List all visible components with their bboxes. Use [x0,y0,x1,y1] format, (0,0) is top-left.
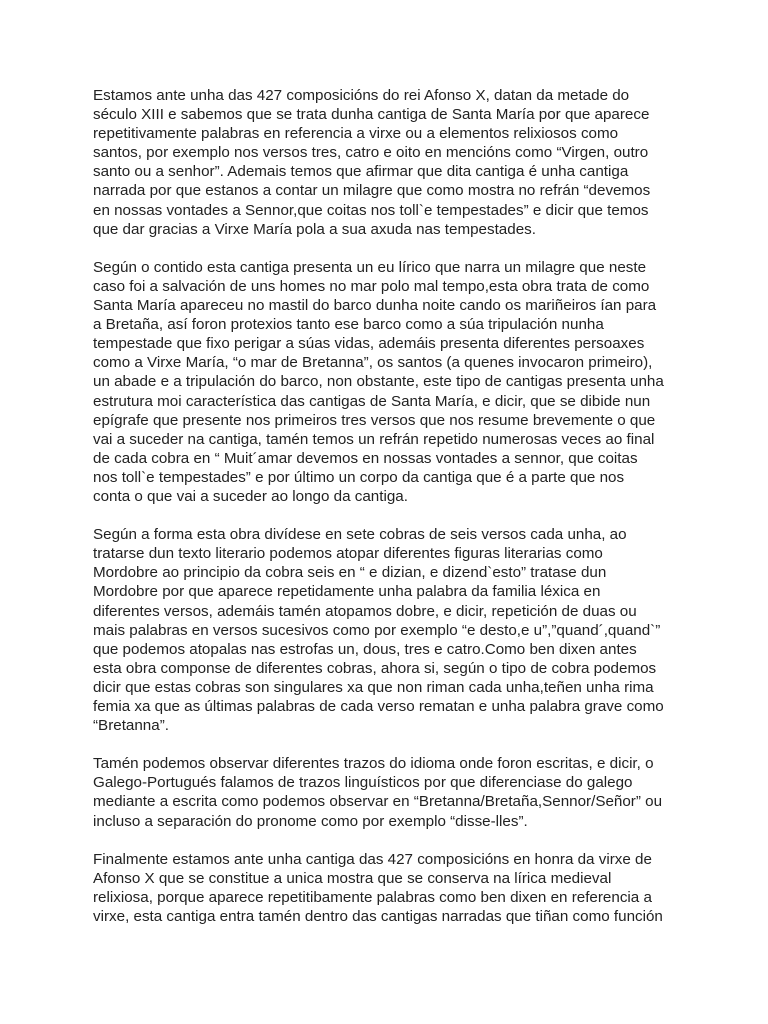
paragraph-intro: Estamos ante unha das 427 composicións do rei Afonso X, datan da metade do século XIII e sabemos que se trata dunha cantiga de Santa María por que aparece repetitivamente palabras en referencia a virxe ou a elementos relixiosos como santos, por exemplo nos versos tres, catro e oito en mencións como “Virgen, outro santo ou a senhor”. Ademais temos que afirmar que dita cantiga é unha cantiga narrada por que estanos a contar un milagre que como mostra no refrán “devemos en nossas vontades a Sennor,que coitas nos toll`e tempestades” e dicir que temos que dar gracias a Virxe María pola a sua axuda nas tempestades. [93,87,651,238]
paragraph-conclusion: Finalmente estamos ante unha cantiga das 427 composicións en honra da virxe de Afonso X que se constitue a unica mostra que se conserva na lírica medieval relixiosa, porque aparece repetitibamente palabras como ben dixen en referencia a virxe, esta cantiga entra tamén dentro das cantigas narradas que tiñan como función [93,850,663,926]
paragraph-language: Tamén podemos observar diferentes trazos do idioma onde foron escritas, e dicir, o Galego-Portugués falamos de trazos linguísticos por que diferenciase do galego mediante a escrita como podemos observar en “Bretanna/Bretaña,Sennor/Señor” ou incluso a separación do pronome como por exemplo “disse-lles”. [93,755,663,830]
paragraph-content: Según o contido esta cantiga presenta un eu lírico que narra un milagre que neste caso foi a salvación de uns homes no mar polo mal tempo,esta obra trata de como Santa María apareceu no mastil do barco dunha noite cando os mariñeiros ían para a Bretaña, así foron protexios tanto ese barco como a súa tripulación nunha tempestade que fixo perigar a súas vidas, ademáis presenta diferentes persoaxes como a Virxe María, “o mar de Bretanna”, os santos (a quenes invocaron primeiro), un abade e a tripulación do barco, non obstante, este tipo de cantigas presenta unha estrutura moi característica das cantigas de Santa María, e dicir, que se dibide nun epígrafe que presente nos primeiros tres versos que nos resume brevemente o que vai a suceder na cantiga, tamén temos un refrán repetido numerosas veces ao final de cada cobra en “ Muit´amar devemos en nossas vontades a sennor, que coitas nos toll`e tempestades” e por último un corpo da cantiga que é a parte que nos conta o que vai a suceder ao longo da cantiga. [93,258,664,505]
document-body [93,86,679,945]
paragraph-form: Según a forma esta obra divídese en sete cobras de seis versos cada unha, ao tratarse dun texto literario podemos atopar diferentes figuras literarias como Mordobre ao principio da cobra seis en “ e dizian, e dizend`esto” tratase dun Mordobre por que aparece repetidamente unha palabra da familia léxica en diferentes versos, ademáis tamén atopamos dobre, e dicir, repetición de duas ou mais palabras en versos sucesivos como por exemplo “e desto,e u”,”quand´,quand`” que podemos atopalas nas estrofas un, dous, tres e catro.Como ben dixen antes esta obra componse de diferentes cobras, ahora si, según o tipo de cobra podemos dicir que estas cobras son singulares xa que non riman cada unha,teñen unha rima femia xa que as últimas palabras de cada verso rematan e unha palabra grave como “Bretanna”. [93,526,664,735]
